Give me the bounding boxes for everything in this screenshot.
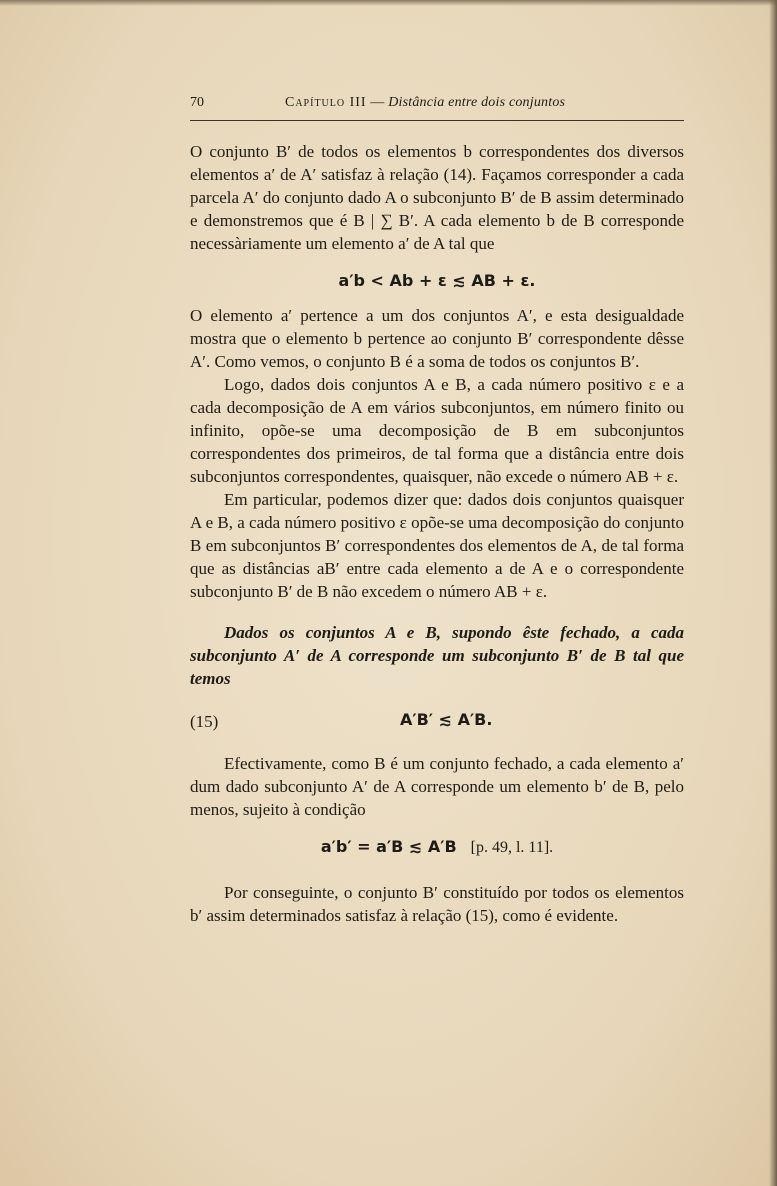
equation-15 [190,708,684,736]
spacer [190,603,684,621]
formula-reference: [p. 49, l. 11]. [470,839,554,856]
equation-15-body: A′B′ ≲ A′B. [400,710,493,729]
paragraph-6: Por conseguinte, o conjunto B′ constituído por todos os elementos b′ assim determinados satisfaz à relação (15), como é evidente. [190,883,684,925]
paragraph-3: Logo, dados dois conjuntos A e B, a cada número positivo ε e a cada decomposição de A em vários subconjuntos, em número finito ou infinito, opõe-se uma decomposição de B em subconjuntos correspondentes dos primeiros, de tal forma que a distância entre dois subconjuntos correspondentes, quaisquer, não excede o número AB + ε. [190,375,684,486]
section-title: Distância entre dois conjuntos [388,95,566,110]
formula-condition [190,835,684,859]
equation-number: (15) [190,712,219,731]
header-rule [190,120,684,121]
paragraph-1: O conjunto B′ de todos os elementos b correspondentes dos diversos elementos a′ de A′ satisfaz à relação (14). Façamos corresponder a cada parcela A′ do conjunto dado A o subconjunto B′ de B assim determinado e demonstremos que é B | ∑ B′. A cada elemento b de B corresponde necessàriamente um elemento a′ de A tal que [190,142,684,253]
theorem-block [190,621,684,690]
page-edge-shadow-right [769,0,777,1186]
paragraph-4: Em particular, podemos dizer que: dados dois conjuntos quaisquer A e B, a cada número positivo ε opõe-se uma decomposição do conjunto B em subconjuntos B′ correspondentes dos elementos de A, de tal forma que as distâncias aB′ entre cada elemento a de A e o correspondente subconjunto B′ de B não excedem o número AB + ε. [190,490,684,601]
formula-inequality: a′b < Ab + ε ≲ AB + ε. [338,271,536,290]
paragraph-2: O elemento a′ pertence a um dos conjuntos A′, e esta desigualdade mostra que o elemento b pertence ao conjunto B′ correspondente dêsse A′. Como vemos, o conjunto B é a soma de todos os conjuntos B′. [190,306,684,371]
formula-condition-body: a′b′ = a′B ≲ A′B [320,837,457,856]
paragraph-5: Efectivamente, como B é um conjunto fechado, a cada elemento a′ dum dado subconjunto A′ de A corresponde um elemento b′ de B, pelo menos, sujeito à condição [190,754,684,819]
theorem-statement: Dados os conjuntos A e B, supondo êste fechado, a cada subconjunto A′ de A corresponde um subconjunto B′ de B tal que temos [190,623,684,688]
page-number: 70 [190,95,204,110]
body-text [190,140,684,927]
chapter-label: Capítulo III [285,95,367,110]
running-title [285,95,565,111]
running-header [190,95,684,117]
page-edge-shadow-top [0,0,777,6]
header-separator: — [366,95,389,110]
